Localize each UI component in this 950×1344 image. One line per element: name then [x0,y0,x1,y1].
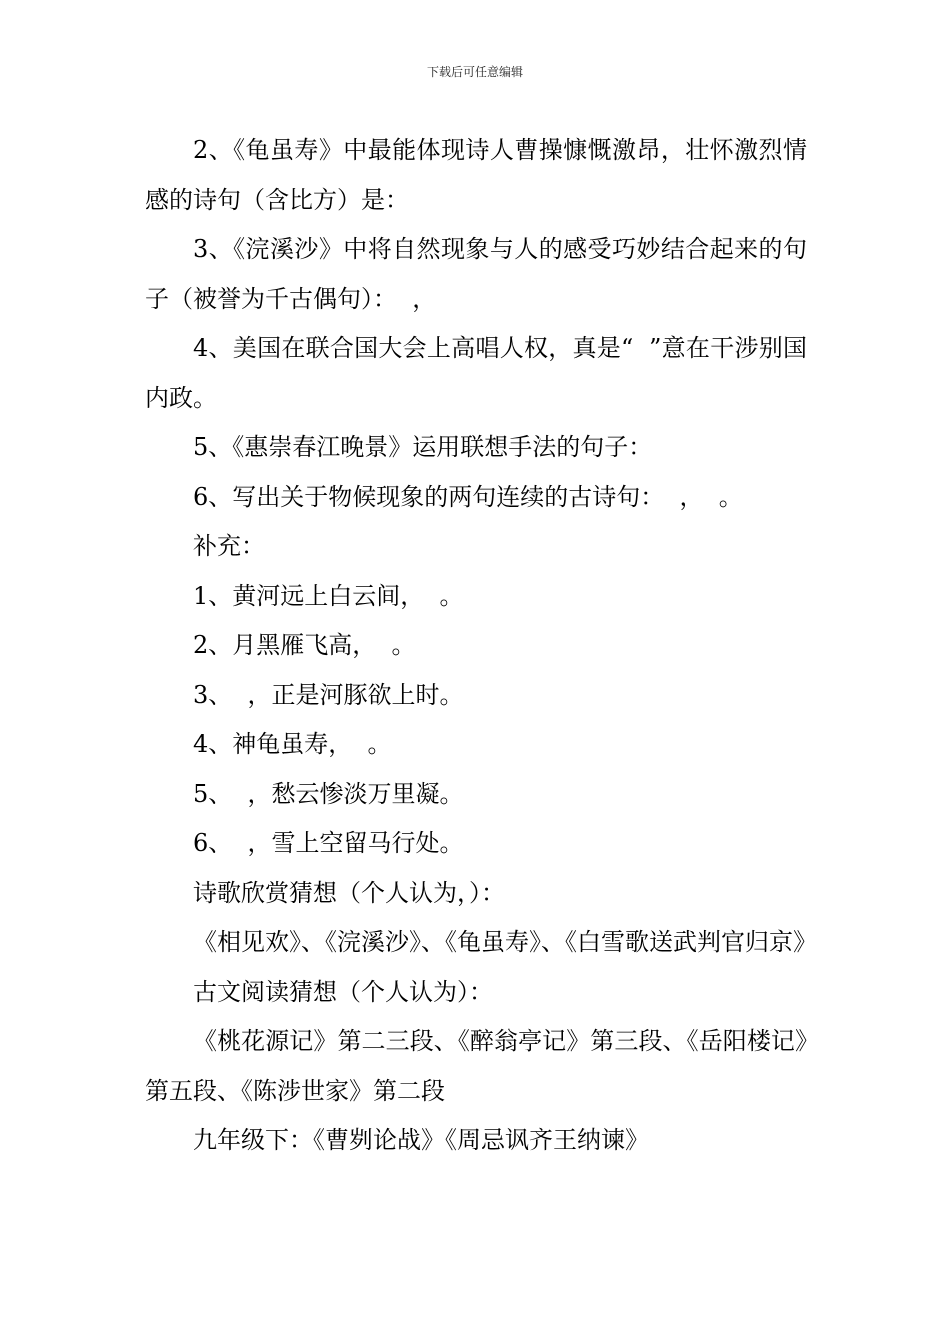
supplement-heading: 补充： [193,532,265,560]
page-header: 下载后可任意编辑 [426,65,523,79]
classical-reading-list: 《桃花源记》第二三段、《醉翁亭记》第三段、《岳阳楼记》第五段、《陈涉世家》第二段 [145,1027,807,1105]
supplement-item-6: 6、 ，雪上空留马行处。 [193,829,464,857]
supplement-item-2: 2、月黑雁飞高， 。 [193,631,416,659]
poetry-guess-heading: 诗歌欣赏猜想（个人认为，）： [193,878,505,907]
question-6-paragraph: 6、写出关于物候现象的两句连续的古诗句： ， 。 [193,482,743,511]
supplement-item-4: 4、神龟虽寿， 。 [193,730,392,758]
supplement-item-5: 5、 ，愁云惨淡万里凝。 [193,779,464,808]
question-3-paragraph: 3、《浣溪沙》中将自然现象与人的感受巧妙结合起来的句子（被誉为千古偶句）： ， [145,235,807,313]
question-2-paragraph: 2、《龟虽寿》中最能体现诗人曹操慷慨激昂，壮怀激烈情感的诗句（含比方）是： [145,136,807,214]
supplement-item-3: 3、 ，正是河豚欲上时。 [193,680,464,709]
document-body [145,126,817,1166]
classical-reading-heading: 古文阅读猜想（个人认为）： [193,977,493,1006]
question-4-paragraph: 4、美国在联合国大会上高唱人权，真是“ ”意在干涉别国内政。 [145,334,807,412]
grade-nine-second-term: 九年级下：《曹刿论战》《周忌讽齐王纳谏》 [193,1126,649,1154]
question-5-paragraph: 5、《惠崇春江晚景》运用联想手法的句子： [193,433,653,461]
poetry-guess-list: 《相见欢》、《浣溪沙》、《龟虽寿》、《白雪歌送武判官归京》 [193,928,817,956]
supplement-item-1: 1、黄河远上白云间， 。 [193,581,464,610]
